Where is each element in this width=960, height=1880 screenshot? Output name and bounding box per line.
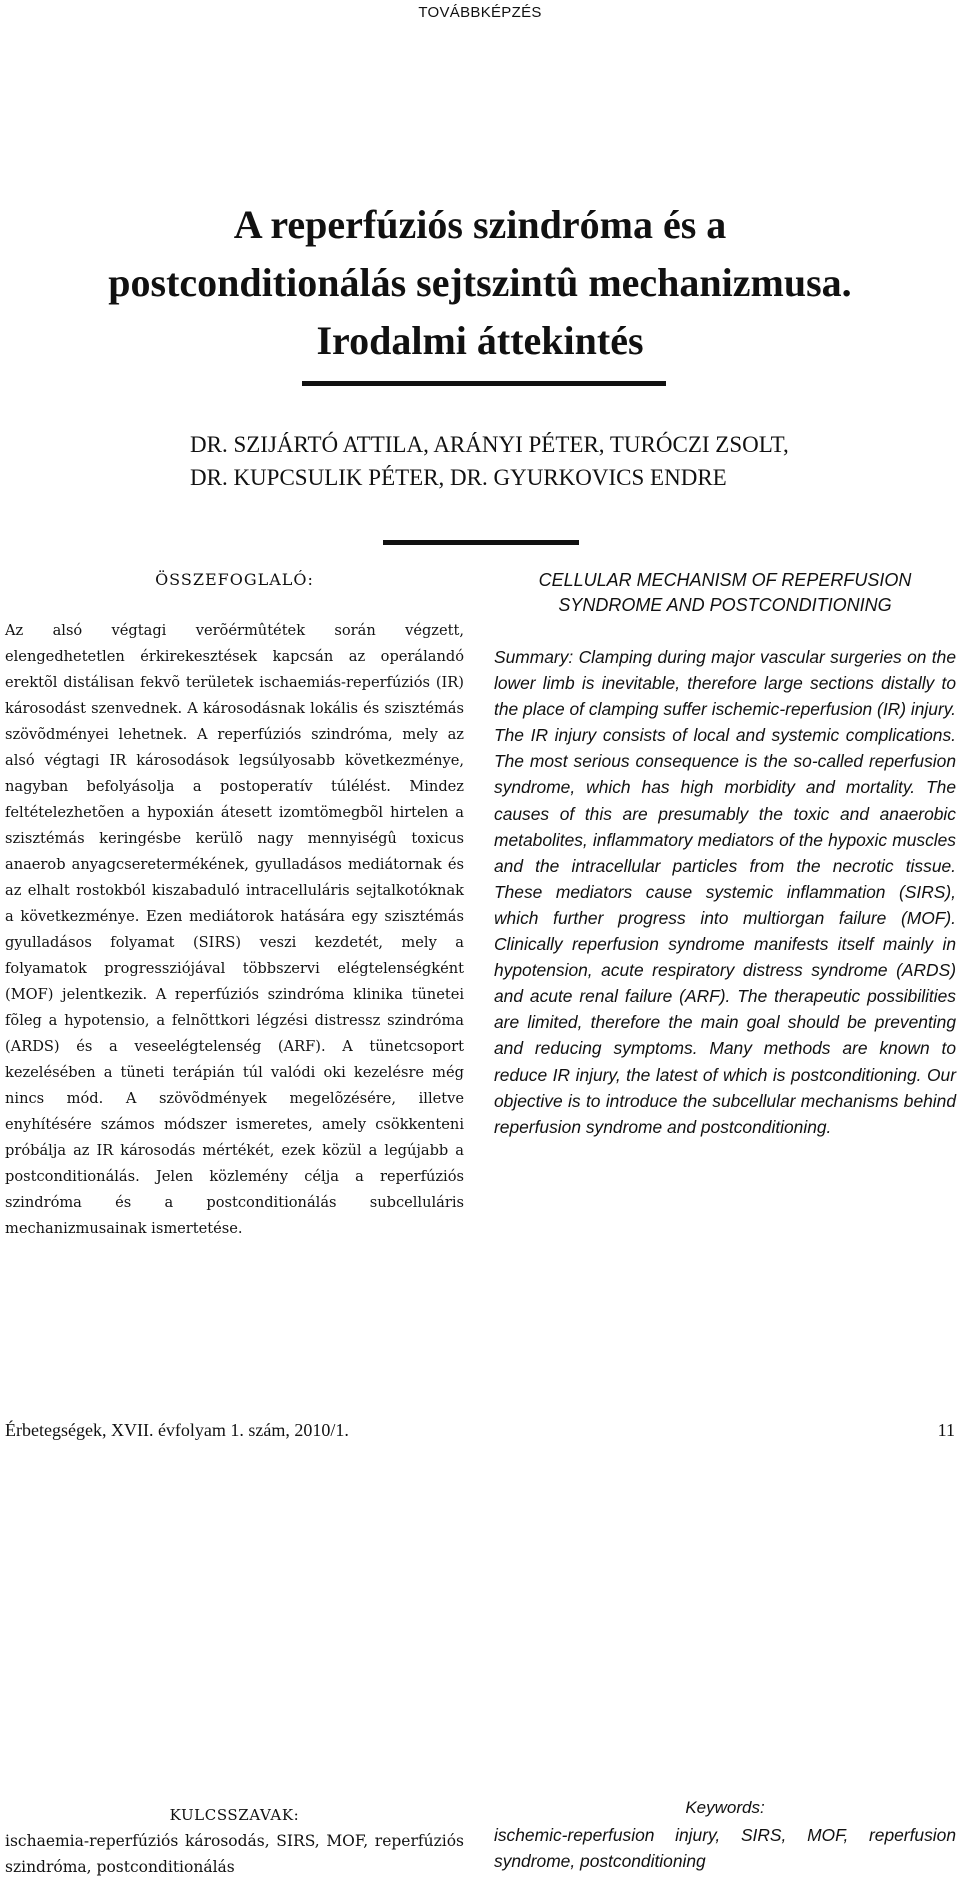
english-title xyxy=(494,568,956,618)
title-line-3: Irodalmi áttekintés xyxy=(316,318,644,363)
keywords-heading: KULCSSZAVAK: xyxy=(169,1806,300,1824)
author-list xyxy=(190,428,890,494)
authors-divider xyxy=(383,540,579,545)
keywords-english xyxy=(494,1796,956,1874)
english-title-line-2: SYNDROME AND POSTCONDITIONING xyxy=(558,595,892,615)
abstract-body-hungarian: Az alsó végtagi verõérmûtétek során végzett, elengedhetetlen érkirekesztések kapcsán az operálandó erektõl distálisan fekvõ területek ischaemiás-reperfúziós (IR) károsodást szenvednek. A károsodásnak lokális és szisztémás szövõdményei lehetnek. A reperfúziós szindróma, mely az alsó végtagi IR károsodások legsúlyosabb következménye, nagyban befolyásolja a postoperatív túlélést. Mindez feltételezhetõen a hypoxián átesett izomtömegbõl hirtelen a szisztémás keringésbe kerülõ nagy mennyiségû toxicus anaerob anyagcseretermékének, gyulladásos mediátornak és az elhalt rostokból kiszabaduló intracelluláris sejtalkotóknak a következménye. Ezen mediátorok hatására egy szisztémás gyulladásos folyamat (SIRS) veszi kezdetét, mely a folyamatok progressziójával többszervi elégtelenségként (MOF) jelentkezik. A reperfúziós szindróma klinika tünetei fõleg a hypotensio, a felnõttkori légzési distressz szindróma (ARDS) és a veseelégtelenség (ARF). A tünetcsoport kezelésében a tüneti terápián túl valódi oki kezelésre még nincs mód. A szövõdmények megelõzésére, illetve enyhítésére számos módszer ismeretes, amely csökkenteni próbálja az IR károsodás mértékét, ezek közül a legújabb a postconditionálás. Jelen közlemény célja a reperfúziós szindróma és a postconditionálás subcelluláris mechanizmusainak ismertetése. xyxy=(5,622,464,1237)
keywords-text-english: ischemic-reperfusion injury, SIRS, MOF, reperfusion syndrome, postconditioning xyxy=(494,1825,956,1871)
authors-line-2: DR. KUPCSULIK PÉTER, DR. GYURKOVICS ENDRE xyxy=(190,465,727,490)
page-number: 11 xyxy=(937,1420,955,1440)
keywords-heading-english: Keywords: xyxy=(685,1798,765,1817)
title-divider xyxy=(302,381,666,386)
article-title xyxy=(0,196,960,370)
journal-citation: Érbetegségek, XVII. évfolyam 1. szám, 2010/1. xyxy=(5,1420,349,1440)
title-line-2: postconditionálás sejtszintû mechanizmusa. xyxy=(108,260,852,305)
authors-line-1: DR. SZIJÁRTÓ ATTILA, ARÁNYI PÉTER, TURÓCZI ZSOLT, xyxy=(190,432,789,457)
english-title-line-1: CELLULAR MECHANISM OF REPERFUSION xyxy=(538,570,912,590)
abstract-body-english: Summary: Clamping during major vascular surgeries on the lower limb is inevitable, therefore large sections distally to the place of clamping suffer ischemic-reperfusion (IR) injury. The IR injury consists of local and systemic complications. The most serious consequence is the so-called reperfusion syndrome, which has high morbidity and mortality. The causes of this are presumably the toxic and anaerobic metabolites, inflammatory mediators of the hypoxic muscles and the intracellular particles from the necrotic tissue. These mediators cause systemic inflammation (SIRS), which further progress into multiorgan failure (MOF). Clinically reperfusion syndrome manifests itself mainly in hypotension, acute respiratory distress syndrome (ARDS) and acute renal failure (ARF). The therapeutic possibilities are limited, therefore the main goal should be preventing and reducing symptoms. Many methods are known to reduce IR injury, the latest of which is postconditioning. Our objective is to introduce the subcellular mechanisms behind reperfusion syndrome and postconditioning. xyxy=(494,647,956,1137)
title-line-1: A reperfúziós szindróma és a xyxy=(233,202,727,247)
keywords-text: ischaemia-reperfúziós károsodás, SIRS, MOF, reperfúziós szindróma, postconditionálás xyxy=(5,1832,464,1876)
abstract-heading: ÖSSZEFOGLALÓ: xyxy=(155,570,314,589)
keywords-hungarian xyxy=(5,1804,464,1880)
section-header: TOVÁBBKÉPZÉS xyxy=(418,4,542,21)
